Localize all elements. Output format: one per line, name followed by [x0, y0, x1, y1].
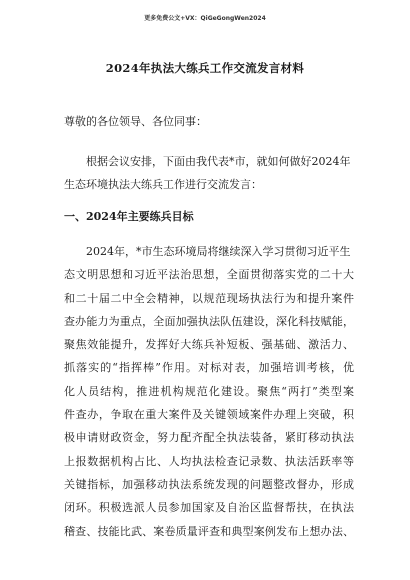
paragraph-intro: [64, 150, 354, 197]
paragraph-line: 抓落实的“指挥棒”作用。对标对表，加强培训考核，优: [64, 361, 354, 375]
paragraph-line: 2024年，*市生态环境局将继续深入学习贯彻习近平生: [86, 245, 351, 258]
document-title: 2024年执法大练兵工作交流发言材料: [105, 61, 305, 75]
paragraph-line: 闭环。积极选派人员参加国家及自治区监督帮扶，在执法: [64, 501, 354, 515]
paragraph-line: 关键指标，加强移动执法系统发现的问题整改督办，形成: [64, 477, 354, 491]
paragraph-line: 生态环境执法大练兵工作进行交流发言：: [64, 178, 262, 192]
paragraph-line: 极申请财政资金，努力配齐配全执法装备，紧盯移动执法: [64, 431, 354, 445]
header-note: 更多免费公文+VX：QiGeGongWen2024: [144, 15, 266, 22]
paragraph-line: 上报数据机构占比、人均执法检查记录数、执法活跃率等: [64, 454, 354, 468]
paragraph-line: 稽查、技能比武、案卷质量评查和典型案例发布上想办法、: [64, 524, 354, 538]
section-heading: 一、2024年主要练兵目标: [64, 210, 194, 223]
salutation-line: 尊敬的各位领导、各位同事：: [64, 115, 207, 128]
paragraph-line: 和二十届二中全会精神，以规范现场执法行为和提升案件: [64, 291, 354, 305]
paragraph-goals: [64, 240, 354, 543]
salutation: [64, 110, 354, 133]
paragraph-line: 根据会议安排，下面由我代表*市，就如何做好2024年: [86, 155, 351, 168]
paragraph-line: 查办能力为重点，全面加强执法队伍建设，深化科技赋能，: [64, 314, 354, 328]
paragraph-line: 化人员结构，推进机构规范化建设。聚焦“两打”类型案: [64, 384, 354, 398]
paragraph-line: 聚焦效能提升，发挥好大练兵补短板、强基础、激活力、: [64, 338, 354, 352]
paragraph-line: 态文明思想和习近平法治思想，全面贯彻落实党的二十大: [64, 268, 354, 282]
paragraph-line: 件查办，争取在重大案件及关键领域案件办理上突破，积: [64, 408, 354, 422]
